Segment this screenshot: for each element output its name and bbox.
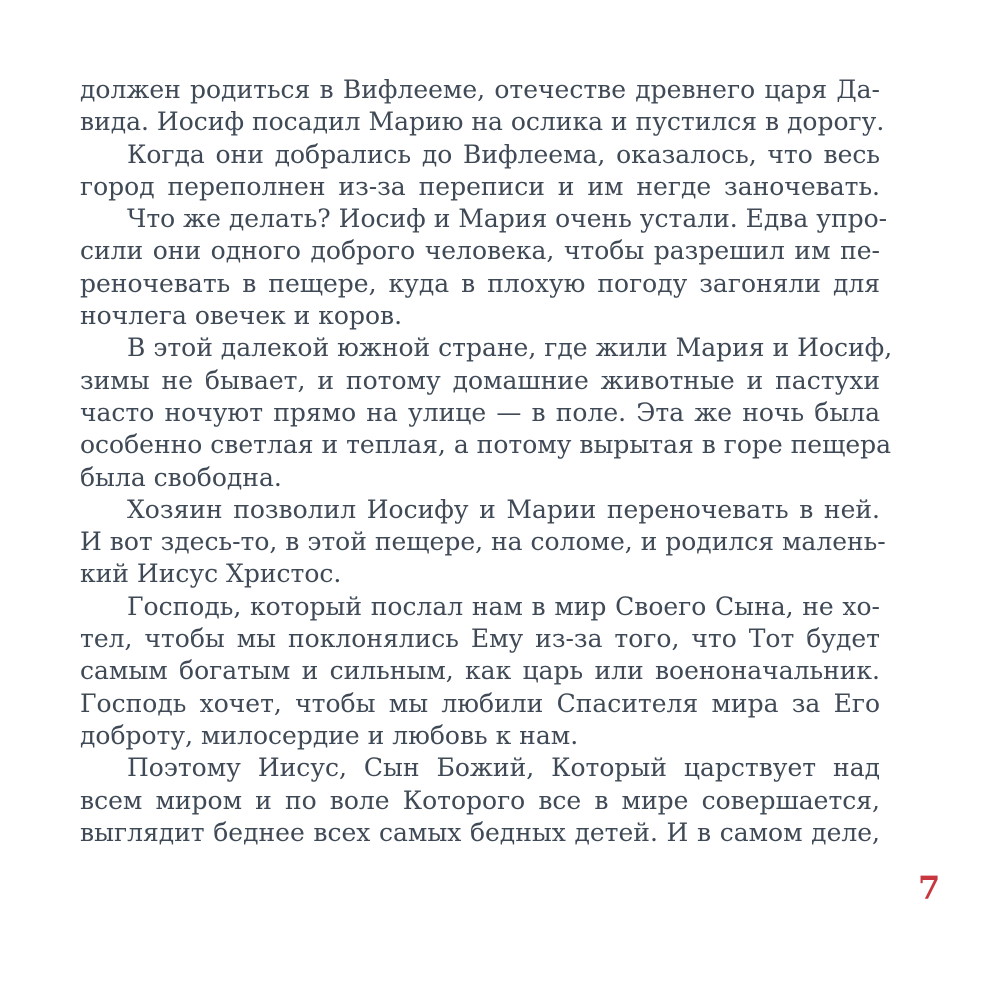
text-line: особенно светлая и теплая, а потому вырытая в горе пещера — [80, 430, 892, 460]
text-line: часто ночуют прямо на улице — в поле. Эта же ночь была — [80, 397, 880, 427]
text-line: была свободна. — [80, 462, 282, 492]
story-text — [80, 74, 893, 849]
text-line: В этой далекой южной стране, где жили Мария и Иосиф, — [127, 333, 893, 363]
text-line: Хозяин позволил Иосифу и Марии переночевать в ней. — [127, 494, 880, 524]
text-line: всем миром и по воле Которого все в мире совершается, — [80, 785, 880, 815]
text-line: тел, чтобы мы поклонялись Ему из-за того, что Тот будет — [80, 624, 880, 654]
text-line: сили они одного доброго человека, чтобы разрешил им пе- — [80, 236, 880, 266]
text-line: реночевать в пещере, куда в плохую погоду загоняли для — [80, 268, 880, 298]
text-line: вида. Иосиф посадил Марию на ослика и пустился в дорогу. — [80, 107, 885, 137]
text-line: И вот здесь-то, в этой пещере, на соломе, и родился малень- — [80, 527, 886, 557]
text-line: ночлега овечек и коров. — [80, 301, 403, 331]
text-line: Когда они добрались до Вифлеема, оказалось, что весь — [127, 139, 880, 169]
text-line: Господь хочет, чтобы мы любили Спасителя мира за Его — [80, 688, 880, 718]
text-line: зимы не бывает, и потому домашние животные и пастухи — [80, 365, 880, 395]
text-line: город переполнен из-за переписи и им негде заночевать. — [80, 171, 880, 201]
text-line: Поэтому Иисус, Сын Божий, Который царствует над — [127, 753, 880, 783]
text-line: Что же делать? Иосиф и Мария очень устали. Едва упро- — [127, 204, 888, 234]
page-number: 7 — [918, 869, 941, 907]
text-line: Господь, который послал нам в мир Своего Сына, не хо- — [127, 591, 880, 621]
text-line: должен родиться в Вифлееме, отечестве древнего царя Да- — [80, 75, 880, 104]
text-line: кий Иисус Христос. — [80, 559, 342, 589]
text-line: самым богатым и сильным, как царь или военоначальник. — [80, 656, 880, 686]
text-line: доброту, милосердие и любовь к нам. — [80, 720, 579, 750]
text-line: выглядит беднее всех самых бедных детей. И в самом деле, — [80, 817, 880, 847]
